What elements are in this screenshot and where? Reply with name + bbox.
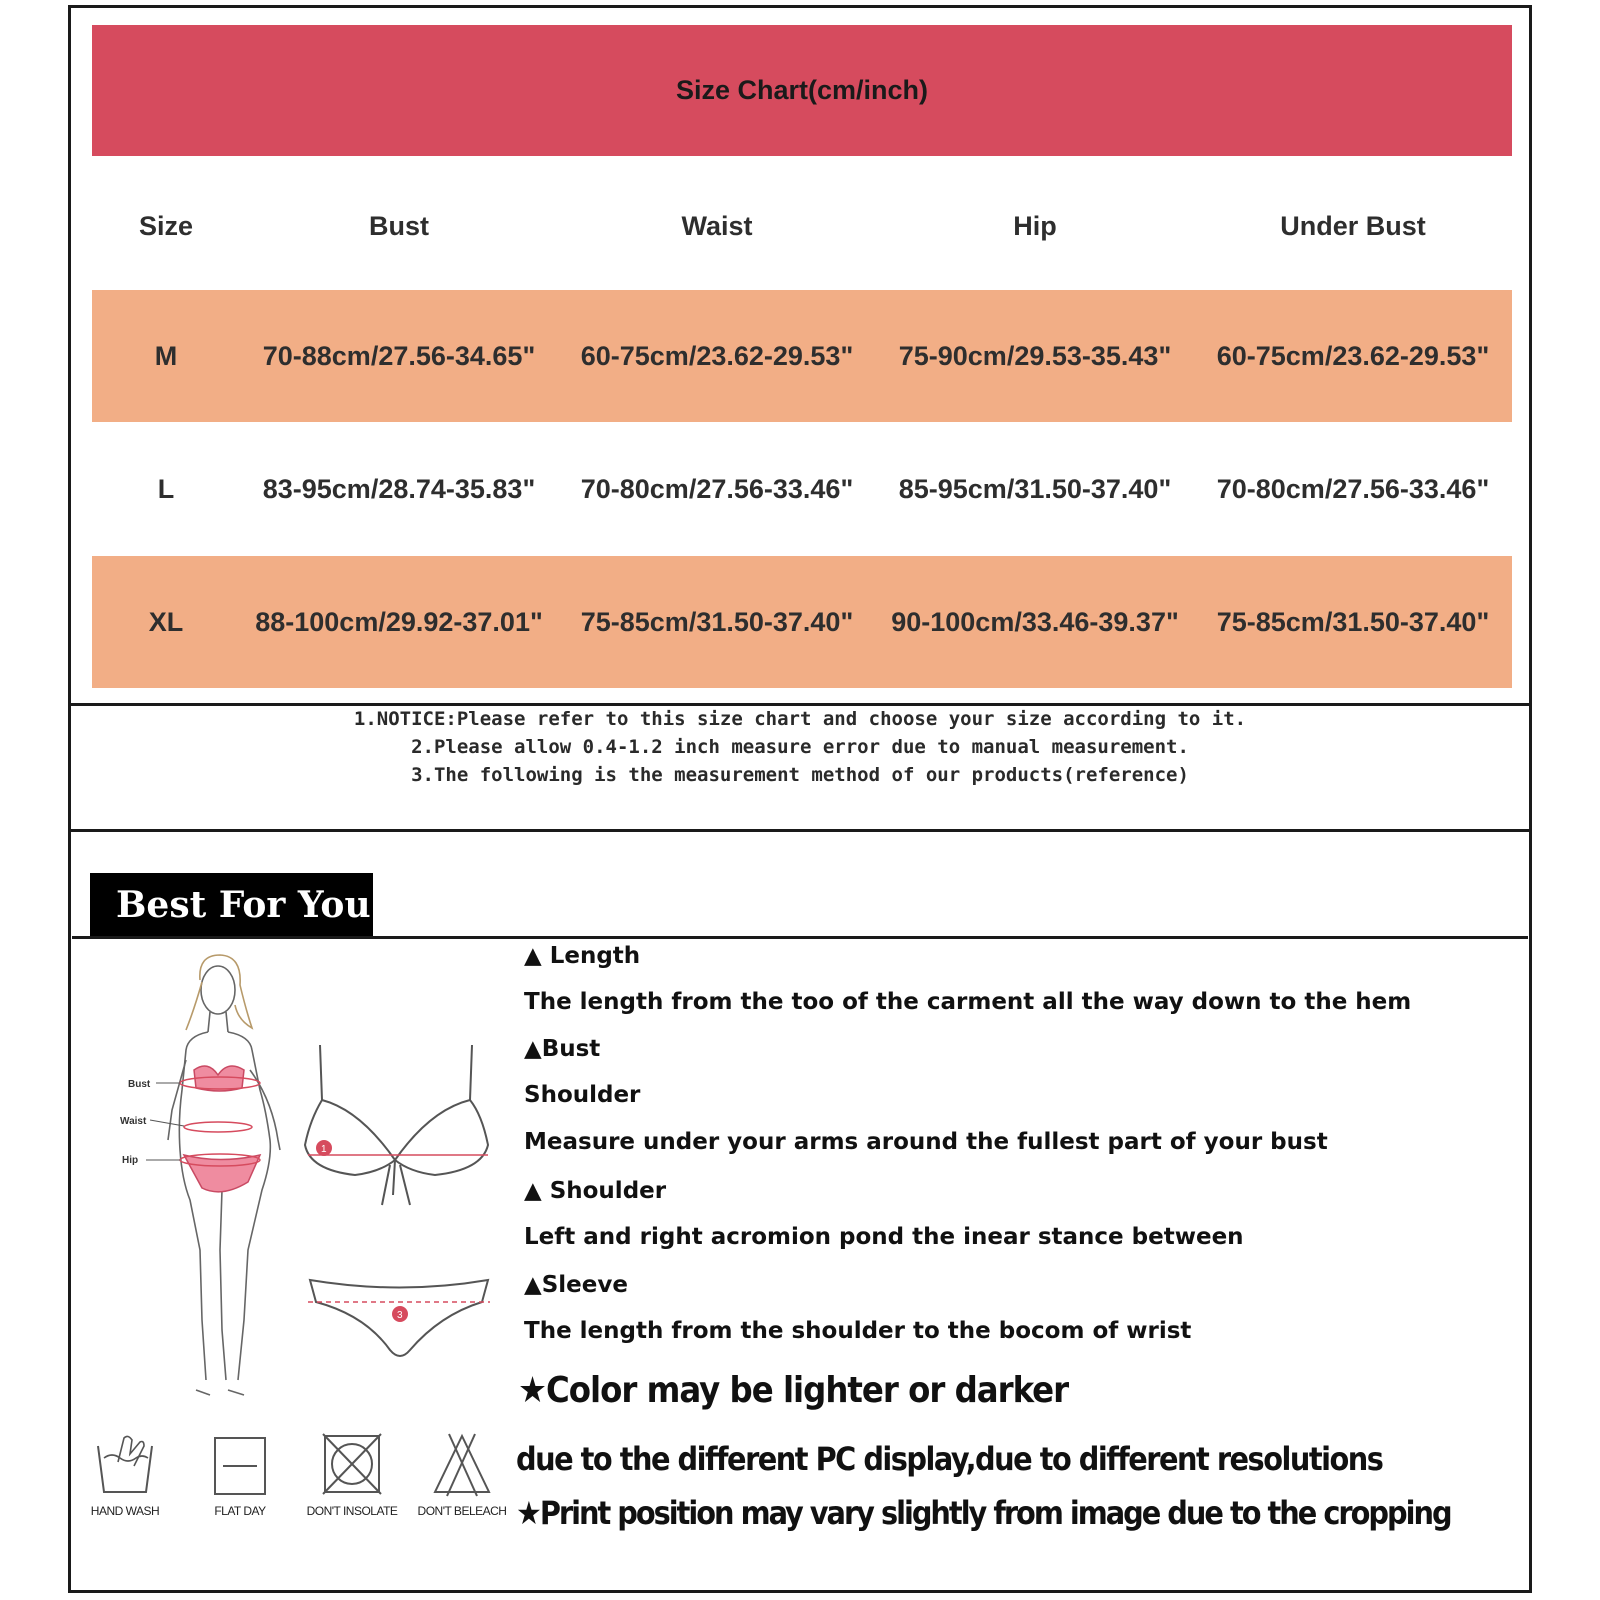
bust-cell: 83-95cm/28.74-35.83" — [262, 473, 536, 504]
notice-line: 2.Please allow 0.4-1.2 inch measure error due to manual measurement. — [411, 736, 1189, 758]
hip-cell: 90-100cm/33.46-39.37" — [891, 606, 1179, 637]
care-label: HAND WASH — [90, 1504, 160, 1518]
divider — [72, 936, 1528, 939]
best-for-you-banner — [90, 873, 373, 937]
under-bust-cell: 70-80cm/27.56-33.46" — [1216, 473, 1490, 504]
care-label: FLAT DAY — [214, 1504, 266, 1518]
do-not-bleach-icon — [427, 1432, 497, 1498]
care-label: DON'T INSOLATE — [306, 1504, 398, 1518]
bust-title: ▲Bust — [524, 1036, 601, 1062]
header-size: Size — [138, 210, 194, 241]
sleeve-text: The length from the shoulder to the bocom of wrist — [524, 1318, 1192, 1344]
under-bust-cell: 60-75cm/23.62-29.53" — [1216, 340, 1490, 371]
table-row — [92, 423, 1512, 555]
figure-label-bust: Bust — [128, 1079, 151, 1090]
notice-block — [68, 705, 1532, 789]
waist-cell: 75-85cm/31.50-37.40" — [580, 606, 854, 637]
size-cell: XL — [148, 606, 184, 637]
under-bust-cell: 75-85cm/31.50-37.40" — [1216, 606, 1490, 637]
notice-line: 3.The following is the measurement method of our products(reference) — [411, 764, 1189, 786]
hip-cell: 75-90cm/29.53-35.43" — [898, 340, 1172, 371]
svg-text:3: 3 — [397, 1310, 403, 1321]
length-text: The length from the too of the carment all the way down to the hem — [524, 989, 1412, 1015]
header-hip: Hip — [1013, 210, 1057, 241]
bust-text: Measure under your arms around the fullest part of your bust — [524, 1129, 1328, 1155]
best-for-you-title: Best For You — [116, 884, 371, 926]
care-item — [407, 1432, 517, 1518]
print-note: ★Print position may vary slightly from image due to the cropping — [516, 1494, 1451, 1532]
color-note-line2: due to the different PC display,due to different resolutions — [516, 1440, 1383, 1478]
care-item — [70, 1432, 180, 1518]
size-chart-title-band — [92, 25, 1512, 156]
care-item — [297, 1432, 407, 1518]
svg-text:1: 1 — [321, 1144, 327, 1155]
care-item — [185, 1432, 295, 1518]
table-header-row — [92, 160, 1512, 292]
shoulder-text: Left and right acromion pond the inear stance between — [524, 1224, 1244, 1250]
measurement-figure-illustration — [110, 950, 520, 1420]
divider — [68, 829, 1532, 832]
header-under-bust: Under Bust — [1280, 210, 1426, 241]
waist-cell: 70-80cm/27.56-33.46" — [580, 473, 854, 504]
hip-cell: 85-95cm/31.50-37.40" — [898, 473, 1172, 504]
flat-dry-icon — [205, 1432, 275, 1498]
header-bust: Bust — [369, 210, 429, 241]
waist-cell: 60-75cm/23.62-29.53" — [580, 340, 854, 371]
header-waist: Waist — [681, 210, 753, 241]
do-not-tumble-dry-icon — [317, 1432, 387, 1498]
color-note-line1: ★Color may be lighter or darker — [518, 1370, 1069, 1411]
size-cell: L — [157, 473, 175, 504]
notice-line: 1.NOTICE:Please refer to this size chart and choose your size according to it. — [353, 708, 1247, 730]
table-row — [92, 556, 1512, 688]
shoulder-title: ▲ Shoulder — [524, 1178, 667, 1204]
size-chart-title: Size Chart(cm/inch) — [675, 75, 929, 105]
sleeve-title: ▲Sleeve — [524, 1272, 628, 1298]
size-cell: M — [154, 340, 178, 371]
bust-sub: Shoulder — [524, 1082, 641, 1108]
length-title: ▲ Length — [524, 943, 641, 969]
bust-cell: 70-88cm/27.56-34.65" — [262, 340, 536, 371]
figure-label-hip: Hip — [122, 1155, 139, 1166]
figure-label-waist: Waist — [120, 1116, 147, 1127]
care-label: DON'T BELEACH — [417, 1504, 507, 1518]
bust-cell: 88-100cm/29.92-37.01" — [255, 606, 543, 637]
table-row — [92, 290, 1512, 422]
hand-wash-icon — [90, 1432, 160, 1498]
